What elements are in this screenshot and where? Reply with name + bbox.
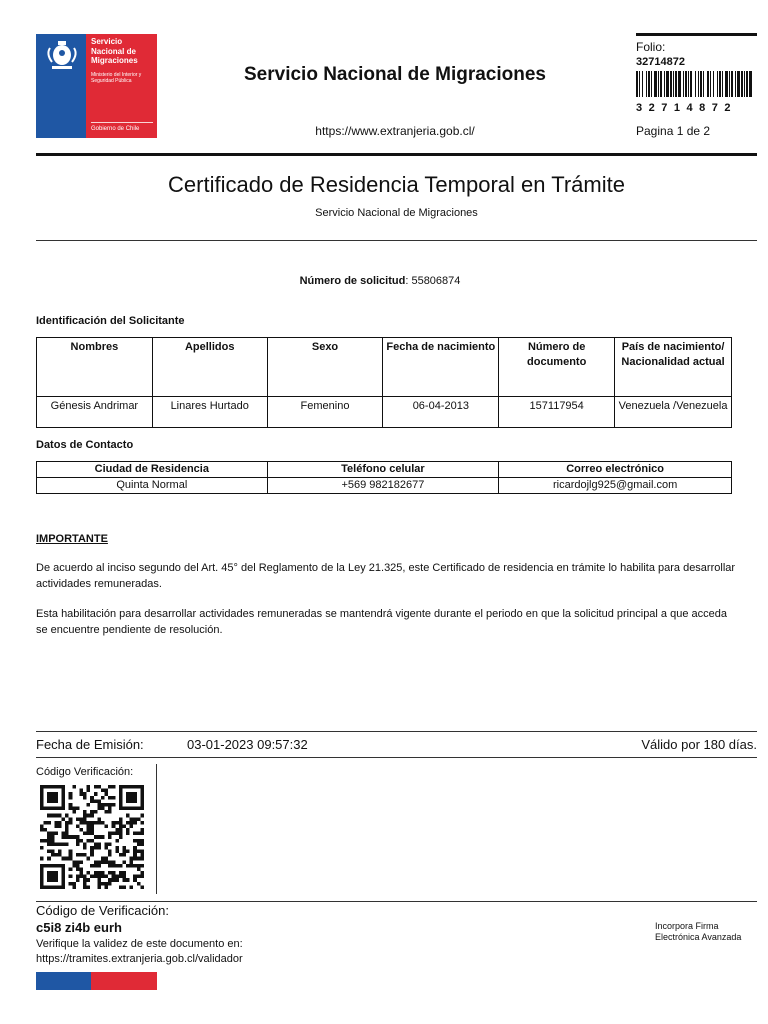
emision-label: Fecha de Emisión: [36,737,144,752]
verification-divider [36,901,757,902]
cell-ciudad: Quinta Normal [37,478,268,494]
footer-flag-blue [36,972,91,990]
col-numero-documento: Número de documento [499,338,615,397]
cell-numero-documento: 157117954 [499,397,615,428]
qr-label: Código Verificación: [36,766,134,778]
footer-flag-red [91,972,157,990]
folio-box [636,33,757,114]
cell-nombres: Génesis Andrimar [37,397,153,428]
title-divider [36,240,757,241]
verification-label: Código de Verificación: [36,903,169,918]
cell-pais: Venezuela /Venezuela [615,397,732,428]
table-row [37,397,732,428]
qr-code-icon [36,785,148,889]
barcode-digits: 32714872 [636,102,737,114]
table-header-row [37,462,732,478]
validity-text: Válido por 180 días. [641,737,757,752]
col-sexo: Sexo [267,338,383,397]
cell-correo[interactable]: ricardojlg925@gmail.com [499,478,732,494]
contact-table [36,461,732,494]
importante-paragraph-1: De acuerdo al inciso segundo del Art. 45° del Reglamento de la Ley 21.325, este Certificado de residencia en trámite lo habilita para desarrollar actividades remuneradas. [36,562,736,590]
cell-sexo: Femenino [267,397,383,428]
col-telefono: Teléfono celular [267,462,499,478]
document-title: Certificado de Residencia Temporal en Trámite [168,172,625,197]
header-divider [36,153,757,156]
cell-telefono: +569 982182677 [267,478,499,494]
solicitud-number: Número de solicitud: 55806874 [299,275,461,287]
col-correo: Correo electrónico [499,462,732,478]
col-pais: País de nacimiento/ Nacionalidad actual [615,338,732,397]
firma-note: Incorpora Firma Electrónica Avanzada [655,921,742,942]
col-ciudad: Ciudad de Residencia [37,462,268,478]
emision-top-divider [36,731,757,732]
folio-label: Folio: [636,40,666,54]
logo-ministry: Ministerio del Interior y Seguridad Pública [91,72,142,84]
qr-divider [156,764,157,894]
folio-number: 32714872 [636,56,685,68]
col-nombres: Nombres [37,338,153,397]
cell-fecha-nacimiento: 06-04-2013 [383,397,499,428]
document-subtitle: Servicio Nacional de Migraciones [315,207,478,219]
barcode-icon [636,71,754,97]
logo-title: Servicio Nacional de Migraciones [91,37,138,65]
ident-table [36,337,732,428]
emision-date: 03-01-2023 09:57:32 [187,737,308,752]
validator-link[interactable]: https://tramites.extranjeria.gob.cl/validador [36,953,243,965]
ident-section-title: Identificación del Solicitante [36,315,185,327]
importante-paragraph-2: Esta habilitación para desarrollar actividades remuneradas se mantendrá vigente durante el periodo en que la solicitud principal a que acceda se encuentre pendiente de resolución. [36,608,727,636]
table-row [37,478,732,494]
emision-bottom-divider [36,757,757,758]
col-fecha-nacimiento: Fecha de nacimiento [383,338,499,397]
verification-code: c5i8 zi4b eurh [36,920,122,935]
col-apellidos: Apellidos [152,338,267,397]
page-indicator: Pagina 1 de 2 [636,124,711,138]
agency-name: Servicio Nacional de Migraciones [244,64,546,85]
contact-section-title: Datos de Contacto [36,439,134,451]
header-url[interactable]: https://www.extranjeria.gob.cl/ [315,124,475,138]
verification-note: Verifique la validez de este documento en: https://tramites.extranjeria.gob.cl/validador [36,938,243,965]
cell-apellidos: Linares Hurtado [152,397,267,428]
table-header-row [37,338,732,397]
chile-coat-of-arms-icon [42,38,82,70]
importante-title: IMPORTANTE [36,533,108,545]
logo-gov: Gobierno de Chile [91,126,140,132]
gobierno-logo [36,34,157,138]
